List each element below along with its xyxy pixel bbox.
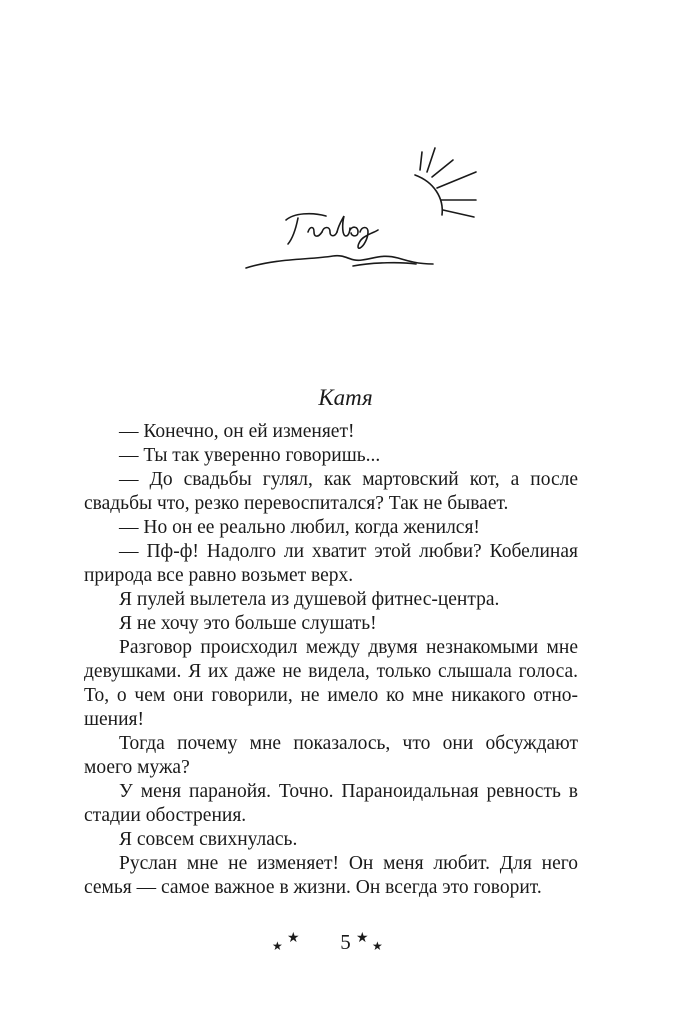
paragraph: Разговор происходил между двумя незнакомыми мне девушками. Я их даже не видела, только слышала голоса. То, о чем они говорили, не имело ко мне никакого отношения!	[84, 637, 578, 730]
paragraph: — Ты так уверенно говоришь...	[119, 445, 381, 466]
sun-ray	[432, 160, 453, 177]
sun-ray	[420, 152, 422, 170]
paragraph: Я совсем свихнулась.	[119, 829, 298, 850]
title-underline-accent	[353, 263, 416, 266]
chapter-narrator-name: Катя	[318, 385, 373, 410]
star-icon: ★	[272, 939, 283, 953]
body-text	[84, 420, 578, 900]
paragraph: Я пулей вылетела из душевой фитнес-центра.	[119, 589, 500, 610]
paragraph: Я не хочу это больше слушать!	[119, 613, 377, 634]
star-icon: ★	[356, 931, 369, 946]
chapter-title-script	[286, 214, 378, 249]
sun-ray	[427, 148, 435, 172]
title-underline-wave	[246, 256, 433, 268]
star-icon: ★	[372, 939, 383, 953]
paragraph: — Пф-ф! Надолго ли хватит этой любви? Кобелиная природа все равно возьмет верх.	[84, 541, 578, 586]
sun-arc	[415, 175, 442, 215]
paragraph: — Конечно, он ей изменяет!	[119, 421, 355, 442]
page-number: 5	[340, 930, 351, 954]
paragraph: Руслан мне не изменяет! Он меня любит. Для него семья — самое важное в жизни. Он всегда это говорит.	[84, 853, 578, 898]
chapter-title-ornament	[238, 140, 488, 280]
sun-ray	[443, 210, 474, 217]
paragraph: — Но он ее реально любил, когда женился!	[119, 517, 480, 538]
paragraph: Тогда почему мне показалось, что они обсуждают моего мужа?	[84, 733, 578, 778]
paragraph: — До свадьбы гулял, как мартовский кот, а после свадьбы что, резко перевоспитался? Так не бывает.	[84, 469, 578, 514]
star-icon: ★	[287, 931, 300, 946]
sun-ray	[437, 172, 476, 188]
paragraph: У меня паранойя. Точно. Параноидальная ревность в стадии обострения.	[84, 781, 578, 826]
page-footer	[0, 924, 691, 964]
